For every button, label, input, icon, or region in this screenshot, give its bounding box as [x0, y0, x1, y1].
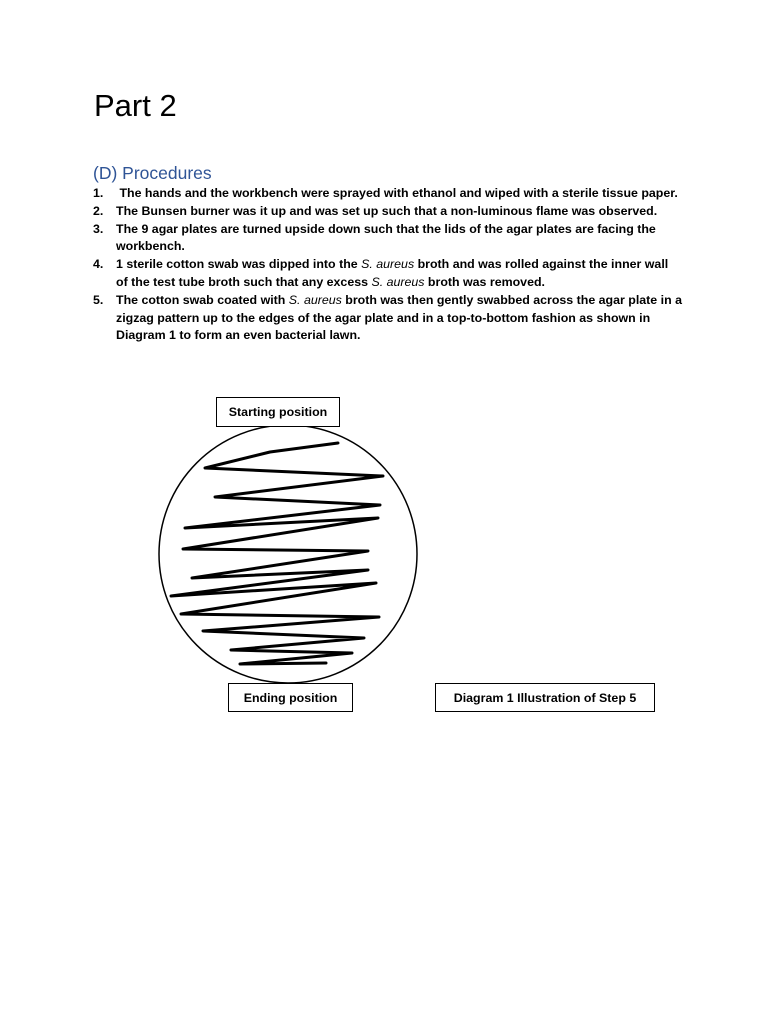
step-text-segment: The 9 agar plates are turned upside down such that the lids of the agar plates are facing the workbench.: [116, 221, 660, 254]
species-name: S. aureus: [371, 274, 425, 289]
page-title: Part 2: [94, 88, 177, 123]
swab-stroke: [171, 443, 383, 664]
step-text-segment: broth was then gently swabbed across the agar plate in a zigzag pattern up to the edges of the agar plate and in a top-to-bottom fashion as shown in Diagram 1 to form an even bacterial lawn.: [116, 292, 686, 343]
species-name: S. aureus: [288, 292, 342, 307]
step-number: 5.: [93, 292, 104, 307]
step-number: 3.: [93, 221, 104, 236]
step-text-segment: The Bunsen burner was it up and was set up such that a non-luminous flame was observed.: [116, 203, 658, 218]
starting-position-label: Starting position: [216, 397, 340, 427]
step-number: 4.: [93, 257, 104, 272]
step-number: 1.: [93, 186, 104, 200]
ending-position-label: Ending position: [228, 683, 353, 712]
section-heading: (D) Procedures: [93, 163, 212, 183]
diagram-caption: Diagram 1 Illustration of Step 5: [435, 683, 655, 712]
species-name: S. aureus: [361, 257, 415, 272]
step-text-segment: broth and was rolled against the inner wall of the test tube broth such that any excess: [116, 257, 672, 289]
step-text-segment: The cotton swab coated with: [116, 292, 289, 307]
zigzag-swab-path: [171, 443, 383, 664]
step-text-segment: The hands and the workbench were sprayed with ethanol and wiped with a sterile tissue paper.: [116, 186, 678, 200]
step-number: 2.: [93, 203, 104, 218]
step-text-segment: broth was removed.: [424, 274, 545, 289]
step-text-segment: 1 sterile cotton swab was dipped into the: [116, 257, 362, 272]
